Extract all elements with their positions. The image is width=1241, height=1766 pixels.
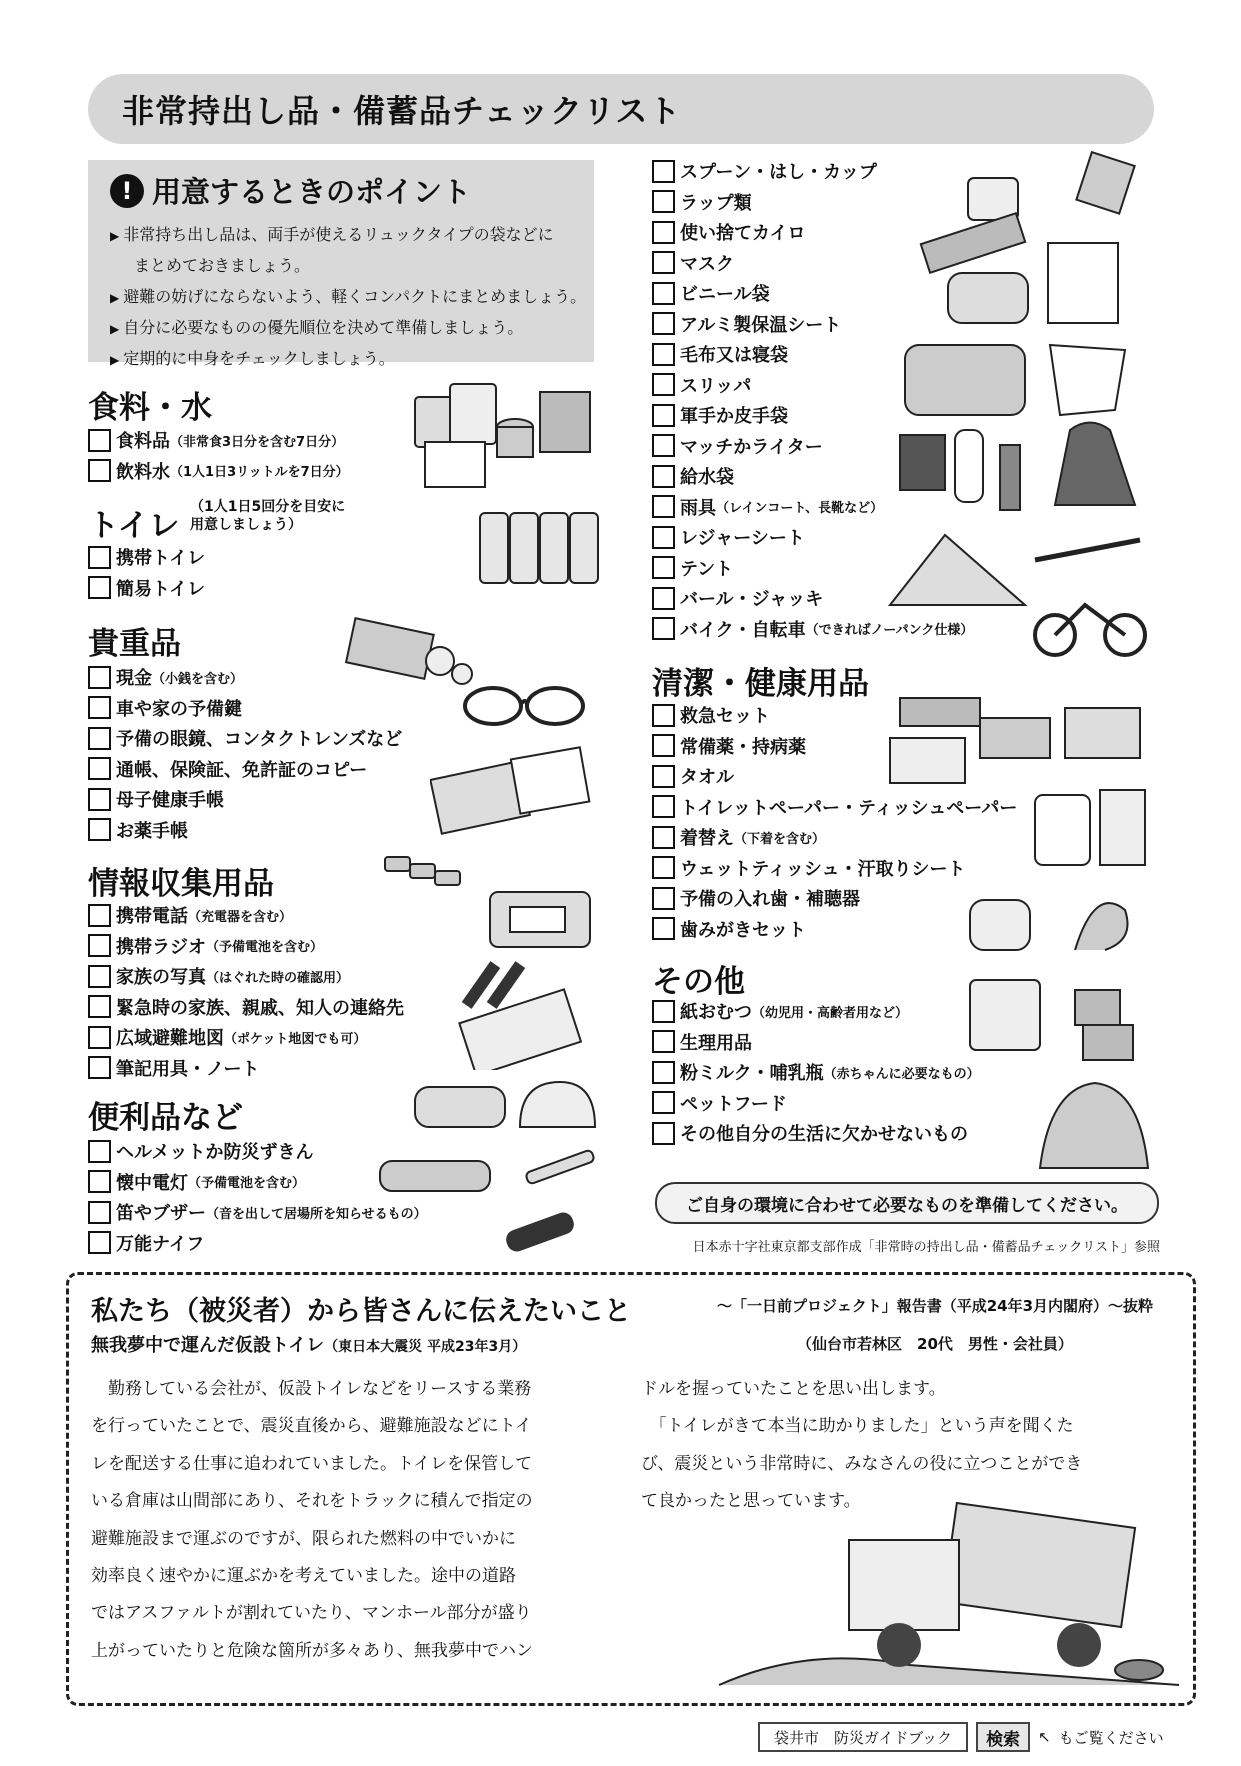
checkbox[interactable] xyxy=(652,495,675,518)
checklist-toilet xyxy=(88,542,205,603)
checkbox[interactable] xyxy=(652,1000,675,1023)
checklist-item-label: 携帯トイレ xyxy=(116,548,206,570)
checklist-item-label: バイク・自転車 xyxy=(680,619,806,641)
checklist-item-note: （充電器を含む） xyxy=(188,909,293,925)
checklist-item-label: お薬手帳 xyxy=(116,820,188,842)
point-item: ▶ 非常持ち出し品は、両手が使えるリュックタイプの袋などに xyxy=(110,220,590,251)
phone-radio-batteries-illustration xyxy=(380,852,600,962)
section-title-info: 情報収集用品 xyxy=(88,866,274,902)
page-title: 非常持出し品・備蓄品チェックリスト xyxy=(122,92,682,130)
story-column-1 xyxy=(91,1371,613,1670)
checklist-item-food xyxy=(88,456,349,487)
checkbox[interactable] xyxy=(652,765,675,788)
checkbox[interactable] xyxy=(88,818,111,841)
checklist-item-label: 毛布又は寝袋 xyxy=(680,345,788,367)
checkbox[interactable] xyxy=(652,160,675,183)
story-subheading: 無我夢中で運んだ仮設トイレ（東日本大震災 平成23年3月） xyxy=(91,1335,527,1356)
story-heading-source: ～「一日前プロジェクト」報告書（平成24年3月内閣府）～抜粋 xyxy=(717,1297,1154,1315)
backpack-illustration xyxy=(1030,1068,1155,1178)
points-heading-text: 用意するときのポイント xyxy=(152,175,472,209)
checklist-item-note: （1人1日3リットルを7日分） xyxy=(170,465,349,481)
dentures-hearing-aid-illustration xyxy=(965,880,1145,960)
tent-bicycle-illustration xyxy=(885,520,1155,660)
checkbox[interactable] xyxy=(652,404,675,427)
checklist-item-other xyxy=(652,1057,980,1088)
checklist-item-label: スリッパ xyxy=(680,375,752,397)
checkbox[interactable] xyxy=(88,965,111,988)
section-title-toilet: トイレ xyxy=(88,508,180,544)
search-field[interactable]: 袋井市 防災ガイドブック xyxy=(758,1722,968,1752)
advice-banner: ご自身の環境に合わせて必要なものを準備してください。 xyxy=(655,1182,1159,1224)
checklist-item-hygiene xyxy=(652,853,1017,884)
diapers-milk-illustration xyxy=(965,970,1155,1070)
point-item: ▶ 自分に必要なものの優先順位を決めて準備しましょう。 xyxy=(110,313,590,344)
checkbox[interactable] xyxy=(652,1030,675,1053)
checkbox[interactable] xyxy=(88,1140,111,1163)
checklist-item-label: 雨具 xyxy=(680,497,716,519)
checkbox[interactable] xyxy=(88,1026,111,1049)
checkbox[interactable] xyxy=(88,788,111,811)
cursor-icon: ↖ xyxy=(1038,1728,1051,1746)
checklist-item-note: （予備電池を含む） xyxy=(206,940,324,956)
flashlight-whistle-knife-illustration xyxy=(375,1146,605,1256)
point-item-continued: まとめておきましょう。 xyxy=(134,256,311,275)
checkbox[interactable] xyxy=(652,251,675,274)
checkbox[interactable] xyxy=(88,995,111,1018)
story-line: 勤務している会社が、仮設トイレなどをリースする業務 xyxy=(91,1379,532,1399)
checklist-item-label: ウェットティッシュ・汗取りシート xyxy=(680,858,966,880)
checklist-item-label: 通帳、保険証、免許証のコピー xyxy=(116,759,368,781)
point-item: ▶ 避難の妨げにならないよう、軽くコンパクトにまとめましょう。 xyxy=(110,282,590,313)
checkbox[interactable] xyxy=(652,856,675,879)
checkbox[interactable] xyxy=(88,576,111,599)
checkbox[interactable] xyxy=(88,727,111,750)
checkbox[interactable] xyxy=(652,282,675,305)
story-line: ではアスファルトが割れていたり、マンホール部分が盛り xyxy=(91,1603,532,1624)
story-line: て良かったと思っています。 xyxy=(641,1491,861,1512)
story-heading: 私たち（被災者）から皆さんに伝えたいこと xyxy=(91,1296,631,1327)
section-title-other: その他 xyxy=(652,964,745,1000)
section-title-hygiene: 清潔・健康用品 xyxy=(652,666,869,702)
truck-illustration xyxy=(709,1495,1179,1695)
checklist-item-label: 車や家の予備鍵 xyxy=(116,698,242,720)
story-line: 上がっていたりと危険な箇所が多々あり、無我夢中でハン xyxy=(91,1640,533,1661)
checklist-item-label: 笛やブザー xyxy=(116,1203,206,1225)
checklist-item-label: 家族の写真 xyxy=(116,967,206,989)
checkbox[interactable] xyxy=(652,526,675,549)
checklist-item-info xyxy=(88,931,404,962)
title-bar xyxy=(88,74,1154,144)
checkbox[interactable] xyxy=(652,556,675,579)
checkbox[interactable] xyxy=(88,757,111,780)
checkbox[interactable] xyxy=(652,1122,675,1145)
checklist-item-info xyxy=(88,1022,404,1053)
checklist-item-label: 母子健康手帳 xyxy=(116,790,224,812)
lighter-raincoat-illustration xyxy=(895,410,1155,520)
water-bottles-illustration xyxy=(475,498,605,588)
checklist-item-label: 食料品 xyxy=(116,431,170,453)
story-line: 避難施設まで運ぶのですが、限られた燃料の中でいかに xyxy=(91,1528,516,1549)
checkbox[interactable] xyxy=(88,696,111,719)
checkbox[interactable] xyxy=(652,617,675,640)
checklist-food xyxy=(88,425,349,486)
checklist-item-toilet xyxy=(88,542,205,573)
checklist-item-info xyxy=(88,1053,404,1084)
checklist-item-valuables xyxy=(88,815,402,846)
helmet-hood-illustration xyxy=(410,1072,600,1142)
checklist-item-label: ラップ類 xyxy=(680,192,752,214)
checklist-item-note: （音を出して居場所を知らせるもの） xyxy=(206,1206,427,1222)
point-item: ▶ 定期的に中身をチェックしましょう。 xyxy=(110,344,590,375)
checkbox[interactable] xyxy=(88,1201,111,1224)
section-title-valuables: 貴重品 xyxy=(88,626,181,662)
checklist-item-valuables xyxy=(88,723,402,754)
pens-notebook-illustration xyxy=(455,950,595,1070)
checklist-item-label: マッチかライター xyxy=(680,436,823,458)
checklist-item-label: 携帯ラジオ xyxy=(116,936,206,958)
checklist-item-label: 簡易トイレ xyxy=(116,578,206,600)
checklist-item-label: バール・ジャッキ xyxy=(680,589,824,611)
checkbox[interactable] xyxy=(652,1091,675,1114)
toilet-paper-illustration xyxy=(985,780,1155,880)
checklist-item-valuables xyxy=(88,784,402,815)
checklist-item-label: 予備の入れ歯・補聴器 xyxy=(680,889,860,911)
checklist-item-label: 給水袋 xyxy=(680,467,734,489)
checklist-item-hygiene xyxy=(652,822,1017,853)
points-heading xyxy=(110,170,471,211)
checklist-item-label: ヘルメットか防災ずきん xyxy=(116,1142,314,1164)
story-line: 「トイレがきて本当に助かりました」という声を聞くた xyxy=(641,1416,1074,1437)
checkbox[interactable] xyxy=(652,1061,675,1084)
checklist-item-hygiene xyxy=(652,914,1017,945)
checklist-item-note: （ポケット地図でも可） xyxy=(224,1031,367,1047)
footer-search xyxy=(758,1722,1164,1752)
checklist-item-food xyxy=(88,425,349,456)
section-title-convenience: 便利品など xyxy=(88,1100,243,1136)
checkbox[interactable] xyxy=(652,343,675,366)
checkbox[interactable] xyxy=(652,190,675,213)
checklist-item-info xyxy=(88,992,404,1023)
search-button[interactable]: 検索 xyxy=(976,1722,1030,1752)
checklist-item-label: アルミ製保温シート xyxy=(680,314,842,336)
checklist-item-label: 予備の眼鏡、コンタクトレンズなど xyxy=(116,729,403,751)
documents-illustration xyxy=(430,745,595,835)
checklist-other xyxy=(652,996,980,1149)
checklist-item-other xyxy=(652,1027,980,1058)
checklist-item-valuables xyxy=(88,754,402,785)
checkbox[interactable] xyxy=(88,429,111,452)
glasses-icon xyxy=(455,676,595,736)
story-line: を行っていたことで、震災直後から、避難施設などにトイ xyxy=(91,1416,532,1437)
checklist-item-note: （レインコート、長靴など） xyxy=(716,501,884,517)
checkbox[interactable] xyxy=(652,434,675,457)
story-author: （仙台市若林区 20代 男性・会社員） xyxy=(797,1335,1073,1353)
checkbox[interactable] xyxy=(652,704,675,727)
kitchen-mask-bags-illustration xyxy=(918,148,1138,348)
points-box xyxy=(88,160,594,368)
checklist-item-label: 救急セット xyxy=(680,706,770,728)
checkbox[interactable] xyxy=(88,904,111,927)
checklist-item-note: （幼児用・高齢者用など） xyxy=(752,1005,909,1021)
checklist-item-hygiene xyxy=(652,883,1017,914)
checkbox[interactable] xyxy=(88,934,111,957)
points-list xyxy=(110,220,590,375)
story-line: ドルを握っていたことを思い出します。 xyxy=(641,1379,946,1399)
checkbox[interactable] xyxy=(88,1170,111,1193)
checklist-item-label: タオル xyxy=(680,767,734,789)
checklist-item-note: （非常食3日分を含む7日分） xyxy=(170,434,345,450)
checklist-item-note: （予備電池を含む） xyxy=(188,1176,306,1192)
checkbox[interactable] xyxy=(652,373,675,396)
checkbox[interactable] xyxy=(88,1231,111,1254)
checkbox[interactable] xyxy=(652,221,675,244)
exclamation-icon: ! xyxy=(110,174,144,208)
checklist-item-label: 常備薬・持病薬 xyxy=(680,736,806,758)
checklist-item-label: 使い捨てカイロ xyxy=(680,223,806,245)
checklist-item-note: （できればノーパンク仕様） xyxy=(805,623,974,639)
checkbox[interactable] xyxy=(88,666,111,689)
checkbox[interactable] xyxy=(652,587,675,610)
checklist-item-other xyxy=(652,996,980,1027)
checklist-item-label: 粉ミルク・哺乳瓶 xyxy=(680,1063,824,1085)
story-line: び、震災という非常時に、みなさんの役に立つことができ xyxy=(641,1453,1083,1474)
section-title-food: 食料・水 xyxy=(88,390,212,426)
checkbox[interactable] xyxy=(88,546,111,569)
checklist-item-note: （はぐれた時の確認用） xyxy=(206,970,350,986)
food-water-illustration xyxy=(410,372,600,492)
checklist-info xyxy=(88,900,404,1083)
checklist-item-label: 歯みがきセット xyxy=(680,919,806,941)
checklist-item-label: 現金 xyxy=(116,668,152,690)
checklist-item-label: 紙おむつ xyxy=(680,1002,752,1024)
checklist-item-label: 筆記用具・ノート xyxy=(116,1058,260,1080)
checkbox[interactable] xyxy=(652,826,675,849)
story-line: レを配送する仕事に追われていました。トイレを保管して xyxy=(91,1453,533,1474)
checklist-item-label: トイレットペーパー・ティッシュペーパー xyxy=(680,797,1018,819)
checkbox[interactable] xyxy=(652,312,675,335)
story-line: いる倉庫は山間部にあり、それをトラックに積んで指定の xyxy=(91,1491,533,1512)
checkbox[interactable] xyxy=(652,465,675,488)
checklist-item-label: 携帯電話 xyxy=(116,906,188,928)
checklist-item-label: スプーン・はし・カップ xyxy=(680,162,877,184)
checklist-item-label: 懐中電灯 xyxy=(116,1172,188,1194)
story-box xyxy=(66,1272,1196,1706)
checklist-item-label: その他自分の生活に欠かせないもの xyxy=(680,1124,968,1146)
footer-tail: もご覧ください xyxy=(1058,1728,1164,1747)
checklist-item-note: （小銭を含む） xyxy=(152,671,244,687)
checkbox[interactable] xyxy=(652,917,675,940)
checklist-item-info xyxy=(88,961,404,992)
checklist-item-label: 生理用品 xyxy=(680,1032,752,1054)
checklist-item-label: 広域避難地図 xyxy=(116,1028,224,1050)
checkbox[interactable] xyxy=(88,1056,111,1079)
checklist-item-label: ビニール袋 xyxy=(680,284,770,306)
checklist-item-label: 軍手か皮手袋 xyxy=(680,406,788,428)
checklist-item-other xyxy=(652,1118,980,1149)
checklist-item-label: 万能ナイフ xyxy=(116,1233,205,1255)
checkbox[interactable] xyxy=(652,887,675,910)
checkbox[interactable] xyxy=(652,795,675,818)
checklist-item-toilet xyxy=(88,573,205,604)
toilet-note: （1人1日5回分を目安に 用意しましょう） xyxy=(190,499,346,533)
checklist-item-note: （赤ちゃんに必要なもの） xyxy=(823,1066,980,1082)
credit-note: 日本赤十字社東京都支部作成「非常時の持出し品・備蓄品チェックリスト」参照 xyxy=(692,1240,1160,1255)
story-line: 効率良く速やかに運ぶかを考えていました。途中の道路 xyxy=(91,1566,516,1587)
checklist-item-label: 飲料水 xyxy=(116,461,170,483)
checklist-item-info xyxy=(88,900,404,931)
checkbox[interactable] xyxy=(88,459,111,482)
checklist-item-label: 緊急時の家族、親戚、知人の連絡先 xyxy=(116,997,404,1019)
checklist-item-label: テント xyxy=(680,558,734,580)
checklist-item-label: ペットフード xyxy=(680,1093,787,1115)
checklist-item-label: レジャーシート xyxy=(680,528,805,550)
checklist-item-other xyxy=(652,1088,980,1119)
checklist-item-label: マスク xyxy=(680,253,734,275)
checklist-item-note: （下着を含む） xyxy=(734,831,826,847)
checkbox[interactable] xyxy=(652,734,675,757)
checklist-item-label: 着替え xyxy=(680,828,734,850)
checklist-item-valuables xyxy=(88,693,402,724)
